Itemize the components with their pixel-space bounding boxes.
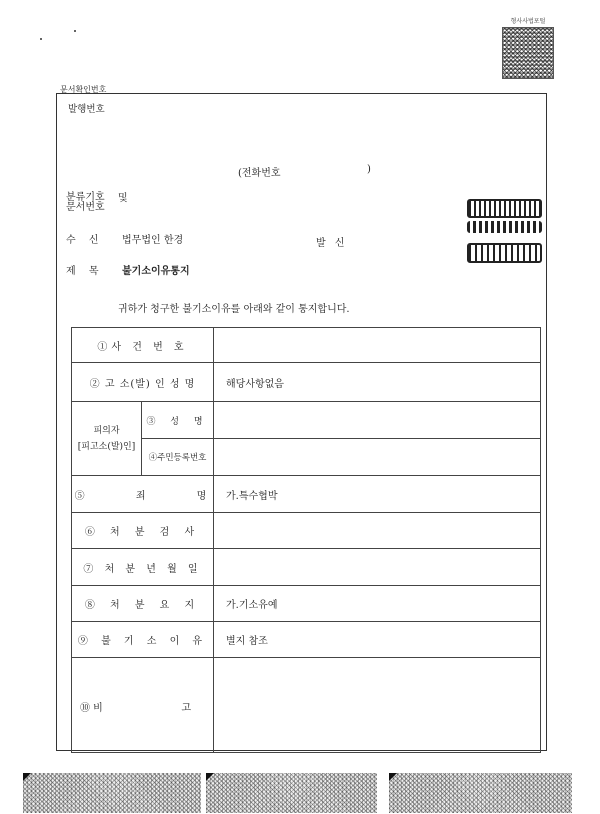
table-row (72, 549, 541, 586)
telephone-close-paren: ) (367, 164, 371, 175)
qr-label: 형사사법포털 (510, 18, 546, 25)
suspect-group-label (72, 402, 142, 476)
case-number-value (214, 328, 541, 363)
suspect-name-label: ③ 성 명 (142, 402, 214, 439)
subject-label: 제 목 (66, 266, 99, 277)
table-row (72, 363, 541, 402)
disposition-summary-value: 가.기소유예 (214, 586, 541, 622)
sender-label: 발 신 (316, 238, 345, 249)
classification-label (66, 192, 128, 213)
redacted-strip-right (389, 773, 572, 813)
remarks-label-a: ⑩ 비 (80, 703, 103, 714)
seal-row-bottom (467, 243, 542, 263)
table-row (72, 513, 541, 549)
reason-label: ⑨ 불 기 소 이 유 (72, 622, 214, 658)
case-number-label: ①사 건 번 호 (72, 328, 214, 363)
table-row (72, 402, 541, 439)
suspect-name-value (214, 402, 541, 439)
subject-value: 불기소이유통지 (122, 266, 190, 277)
classification-line2: 문서번호 (66, 202, 105, 213)
remarks-label-b: 고 (181, 703, 191, 714)
redacted-strip-left (23, 773, 201, 813)
table-row (72, 658, 541, 753)
disposition-date-value (214, 549, 541, 586)
table-row (72, 586, 541, 622)
telephone-label: (전화번호 (238, 168, 281, 179)
classification-and: 및 (118, 193, 128, 204)
recipient-value: 법무법인 한경 (122, 235, 184, 246)
qr-code-icon (502, 27, 554, 79)
qr-code-block (500, 16, 556, 79)
notice-text: 귀하가 청구한 불기소이유를 아래와 같이 통지합니다. (118, 304, 350, 315)
suspect-group-line2: [피고소(발)인] (77, 441, 136, 452)
resident-number-value (214, 439, 541, 476)
seal-row-top (467, 199, 542, 218)
disposition-date-label: ⑦ 처 분 년 월 일 (72, 549, 214, 586)
prosecutor-label: ⑥ 처 분 검 사 (72, 513, 214, 549)
complainant-label: ② 고 소(발) 인 성 명 (72, 363, 214, 402)
resident-number-label: ④주민등록번호 (142, 439, 214, 476)
redacted-strip-middle (206, 773, 377, 813)
crime-value: 가.특수협박 (214, 476, 541, 513)
seal-row-middle (467, 221, 542, 233)
table-row (72, 476, 541, 513)
remarks-value (214, 658, 541, 753)
scan-speck (40, 38, 42, 40)
prosecutor-value (214, 513, 541, 549)
recipient-label: 수 신 (66, 235, 99, 246)
suspect-group-line1: 피의자 (93, 425, 120, 436)
scan-speck (74, 30, 76, 32)
remarks-label (72, 658, 214, 753)
table-row (72, 439, 541, 476)
classification-line1: 분류기호 (66, 192, 105, 203)
document-check-number-label: 문서확인번호 (60, 85, 107, 94)
notice-table (71, 327, 541, 753)
reason-value: 별지 참조 (214, 622, 541, 658)
issue-number-label: 발행번호 (68, 104, 105, 115)
table-row (72, 328, 541, 363)
crime-label: ⑤ 죄 명 (72, 476, 214, 513)
official-seal-stamp (467, 199, 542, 265)
table-row (72, 622, 541, 658)
complainant-value: 해당사항없음 (214, 363, 541, 402)
disposition-summary-label: ⑧ 처 분 요 지 (72, 586, 214, 622)
